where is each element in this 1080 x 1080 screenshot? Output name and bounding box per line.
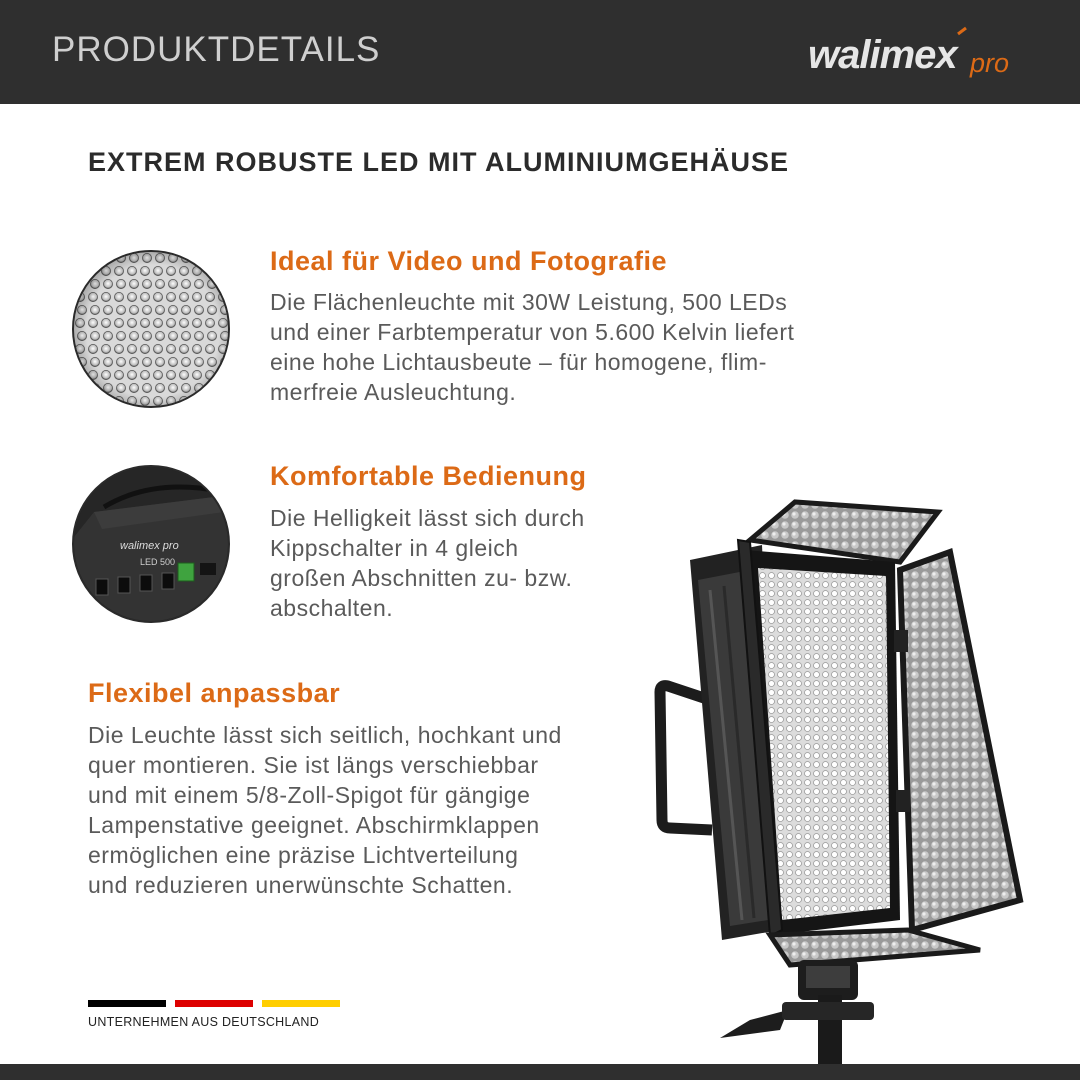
led-panel-light-with-barndoors-icon xyxy=(650,490,1080,1080)
led-dot xyxy=(218,396,227,405)
text-line: abschalten. xyxy=(270,595,394,621)
led-dot xyxy=(220,383,229,392)
led-dot xyxy=(205,266,214,275)
led-dot xyxy=(88,396,97,405)
text-line: großen Abschnitten zu- bzw. xyxy=(270,565,573,591)
footer-bar xyxy=(0,1064,1080,1080)
led-dot xyxy=(90,253,99,262)
text-line: quer montieren. Sie ist längs verschiebbar xyxy=(88,752,539,778)
led-dot xyxy=(75,266,84,275)
led-dot xyxy=(218,370,227,379)
text-line: Kippschalter in 4 gleich xyxy=(270,535,519,561)
text-line: eine hohe Lichtausbeute – für homogene, flim- xyxy=(270,349,767,375)
text-line: Die Leuchte lässt sich seitlich, hochkant und xyxy=(88,722,562,748)
text-line: und einer Farbtemperatur von 5.600 Kelvin liefert xyxy=(270,319,795,345)
text-line: ermöglichen eine präzise Lichtverteilung xyxy=(88,842,519,868)
flag-stripe-red xyxy=(175,1000,253,1007)
led-dot xyxy=(220,253,229,262)
led-dot xyxy=(192,396,201,405)
led-grid xyxy=(74,252,230,408)
control-panel-closeup-icon xyxy=(72,465,230,623)
page-title: PRODUKTDETAILS xyxy=(52,30,381,69)
section-text-flexibel xyxy=(88,720,562,900)
logo-suffix: pro xyxy=(970,48,1010,78)
panel-brand: walimex pro xyxy=(120,540,179,552)
led-dot xyxy=(220,279,229,288)
flag-stripe-gold xyxy=(262,1000,340,1007)
footer-label: UNTERNEHMEN AUS DEUTSCHLAND xyxy=(88,1015,320,1029)
section-text-bedienung xyxy=(270,503,585,623)
led-dot xyxy=(75,396,84,405)
main-headline: EXTREM ROBUSTE LED MIT ALUMINIUMGEHÄUSE xyxy=(88,147,790,177)
panel-model: LED 500 xyxy=(140,557,176,567)
text-line: Die Helligkeit lässt sich durch xyxy=(270,505,585,531)
text-line: merfreie Ausleuchtung. xyxy=(270,379,517,405)
led-dot xyxy=(77,383,86,392)
led-matrix-closeup-icon xyxy=(72,250,230,408)
header-bar xyxy=(0,0,1080,104)
led-dot xyxy=(205,396,214,405)
led-dot xyxy=(218,266,227,275)
section-title-video: Ideal für Video und Fotografie xyxy=(270,246,668,276)
led-dot xyxy=(103,253,112,262)
section-text-video xyxy=(270,287,794,407)
text-line: und mit einem 5/8-Zoll-Spigot für gängige xyxy=(88,782,531,808)
text-line: und reduzieren unerwünschte Schatten. xyxy=(88,872,514,898)
section-title-bedienung: Komfortable Bedienung xyxy=(270,461,587,491)
led-dot xyxy=(207,253,216,262)
led-dot xyxy=(194,253,203,262)
led-dot xyxy=(101,396,110,405)
section-title-flexibel: Flexibel anpassbar xyxy=(88,678,341,708)
led-dot xyxy=(77,253,86,262)
flag-stripe-black xyxy=(88,1000,166,1007)
text-line: Die Flächenleuchte mit 30W Leistung, 500 LEDs xyxy=(270,289,788,315)
text-line: Lampenstative geeignet. Abschirmklappen xyxy=(88,812,540,838)
led-dot xyxy=(75,370,84,379)
logo-brand: walimex xyxy=(808,33,957,77)
led-dot xyxy=(207,383,216,392)
walimex-pro-logo xyxy=(808,26,1038,80)
